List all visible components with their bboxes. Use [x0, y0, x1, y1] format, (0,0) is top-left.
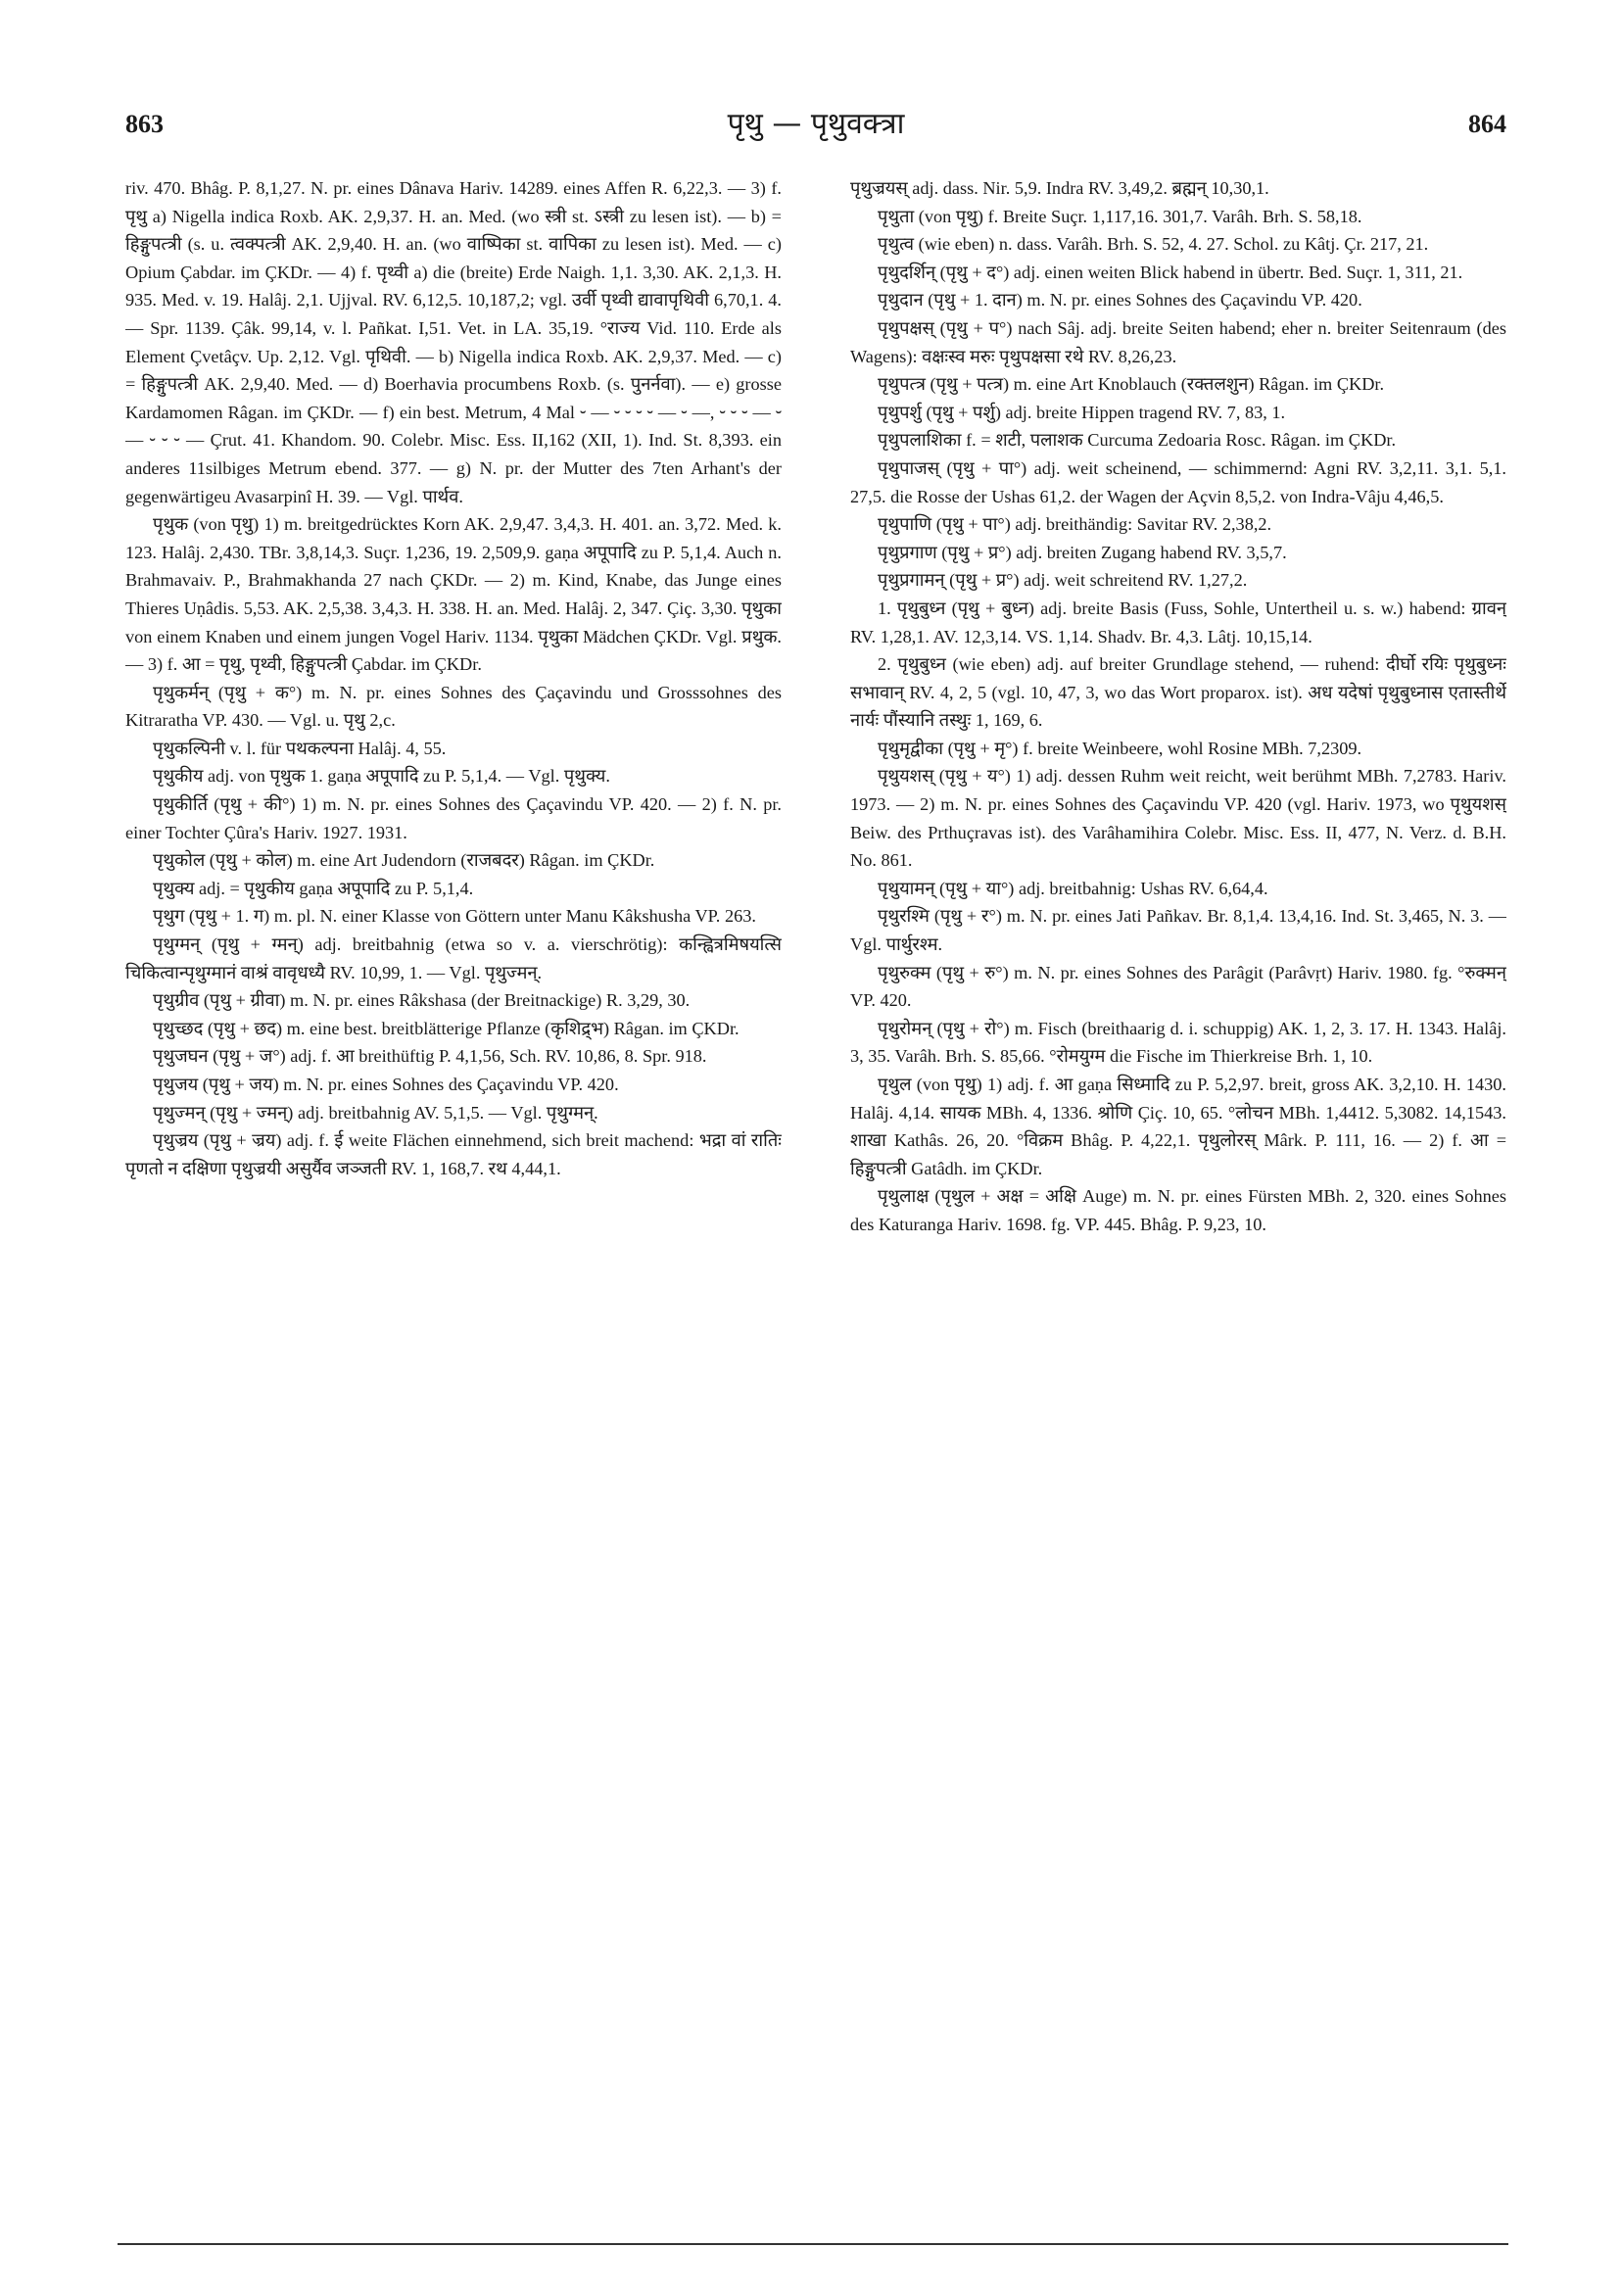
- dictionary-entry: पृथुग (पृथु + 1. ग) m. pl. N. einer Klasse von Göttern unter Manu Kâkshusha VP. 263.: [153, 906, 756, 927]
- dictionary-entry: पृथुरोमन् (पृथु + रो°) m. Fisch (breithaarig d. i. schuppig) AK. 1, 2, 3. 17. H. 1343. Halâj. 3, 35. Varâh. Brh. S. 85,66. °रोमयुग्म die Fische im Thierkreise Brh. 1, 10.: [850, 1018, 1506, 1067]
- dictionary-entry: पृथुल (von पृथु) 1) adj. f. आ gaṇa सिध्मादि zu P. 5,2,97. breit, gross AK. 3,2,10. H. 1430. Halâj. 4,14. सायक MBh. 4, 1336. श्रोणि Çiç. 10, 65. °लोचन MBh. 1,4412. 5,3082. 14,1543. शाखा Kathâs. 26, 20. °विक्रम Bhâg. P. 4,22,1. पृथुलोरस् Mârk. P. 111, 16. — 2) f. आ = हिङ्गुपत्त्री Gatâdh. im ÇKDr.: [850, 1075, 1506, 1178]
- page-number-left: 863: [125, 110, 164, 138]
- dictionary-entry: पृथुक्य adj. = पृथुकीय gaṇa अपूपादि zu P. 5,1,4.: [153, 878, 474, 898]
- dictionary-entry: पृथुपत्त्र (पृथु + पत्त्र) m. eine Art Knoblauch (रक्तलशुन) Râgan. im ÇKDr.: [878, 374, 1385, 395]
- dictionary-entry: पृथुच्छद (पृथु + छद) m. eine best. breitblätterige Pflanze (कृशिद्र्भ) Râgan. im ÇKDr.: [153, 1018, 739, 1038]
- dictionary-entry: पृथुयशस् (पृथु + य°) 1) adj. dessen Ruhm weit reicht, weit berühmt MBh. 7,2783. Hariv. 1973. — 2) m. N. pr. eines Sohnes des Çaçavindu VP. 420 (vgl. Hariv. 1973, wo पृथुयशस् Beiw. des Prthuçravas ist). des Varâhamihira Colebr. Misc. Ess. II, 477, N. Verz. d. B.H. No. 861.: [850, 766, 1506, 871]
- dictionary-entry: पृथुग्रीव (पृथु + ग्रीवा) m. N. pr. eines Râkshasa (der Breitnackige) R. 3,29, 30.: [153, 990, 691, 1011]
- dictionary-entry: पृथुक (von पृथु) 1) m. breitgedrücktes Korn AK. 2,9,47. 3,4,3. H. 401. an. 3,72. Med. k. 123. Halâj. 2,430. TBr. 3,8,14,3. Suçr. 1,236, 19. 2,509,9. gaṇa अपूपादि zu P. 5,1,4. Auch n. Brahmavaiv. P., Brahmakhanda 27 nach ÇKDr. — 2) m. Kind, Knabe, das Junge eines Thieres Uṇâdis. 5,53. AK. 2,5,38. 3,4,3. H. 338. H. an. Med. Halâj. 2, 347. Çiç. 3,30. पृथुका von einem Knaben und einem jungen Vogel Hariv. 1134. पृथुका Mädchen ÇKDr. Vgl. प्रथुक. — 3) f. आ = पृथु, पृथ्वी, हिङ्गुपत्त्री Çabdar. im ÇKDr.: [125, 514, 782, 675]
- dictionary-entry: पृथुप्रगाण (पृथु + प्र°) adj. breiten Zugang habend RV. 3,5,7.: [878, 542, 1287, 562]
- dictionary-entry: पृथुकीय adj. von पृथुक 1. gaṇa अपूपादि zu P. 5,1,4. — Vgl. पृथुक्य.: [153, 766, 610, 787]
- dictionary-entry: पृथुलाक्ष (पृथुल + अक्ष = अक्षि Auge) m. N. pr. eines Fürsten MBh. 2, 320. eines Sohnes des Katuranga Hariv. 1698. fg. VP. 445. Bhâg. P. 9,23, 10.: [850, 1186, 1506, 1234]
- dictionary-entry: पृथुज्रयस् adj. dass. Nir. 5,9. Indra RV. 3,49,2. ब्रह्मन् 10,30,1.: [850, 178, 1269, 198]
- dictionary-entry: पृथुपाजस् (पृथु + पा°) adj. weit scheinend, — schimmernd: Agni RV. 3,2,11. 3,1. 5,1. 27,5. die Rosse der Ushas 61,2. der Wagen der Açvin 8,5,2. von Indra-Vâju 4,46,5.: [850, 457, 1506, 506]
- dictionary-entry: riv. 470. Bhâg. P. 8,1,27. N. pr. eines Dânava Hariv. 14289. eines Affen R. 6,22,3. — 3) f. पृथु a) Nigella indica Roxb. AK. 2,9,37. H. an. Med. (wo स्त्री st. ऽस्त्री zu lesen ist). — b) = हिङ्गुपत्त्री (s. u. त्वक्पत्त्री AK. 2,9,40. H. an. (wo वाष्पिका st. वापिका zu lesen ist). Med. — c) Opium Çabdar. im ÇKDr. — 4) f. पृथ्वी a) die (breite) Erde Naigh. 1,1. 3,30. AK. 2,1,3. H. 935. Med. v. 19. Halâj. 2,1. Ujjval. RV. 6,12,5. 10,187,2; vgl. उर्वी पृथ्वी द्यावापृथिवी 6,70,1. 4. — Spr. 1139. Çâk. 99,14, v. l. Pañkat. I,51. Vet. in LA. 35,19. °राज्य Vid. 110. Erde als Element Çvetâçv. Up. 2,12. Vgl. पृथिवी. — b) Nigella indica Roxb. AK. 2,9,37. Med. — c) = हिङ्गुपत्त्री AK. 2,9,40. Med. — d) Boerhavia procumbens Roxb. (s. पुनर्नवा). — e) grosse Kardamomen Râgan. im ÇKDr. — f) ein best. Metrum, 4 Mal ⏑ — ⏑ ⏑ ⏑ ⏑ — ⏑ —, ⏑ ⏑ ⏑ — ⏑ — ⏑ ⏑ ⏑ — Çrut. 41. Khandom. 90. Colebr. Misc. Ess. II,162 (XII, 1). Ind. St. 8,393. ein anderes 11silbiges Metrum ebend. 377. — g) N. pr. der Mutter des 7ten Arhant's der gegenwärtigeu Avasarpinî H. 39. — Vgl. पार्थव.: [125, 178, 782, 506]
- dictionary-entry: पृथुकर्मन् (पृथु + क°) m. N. pr. eines Sohnes des Çaçavindu und Grosssohnes des Kitraratha VP. 430. — Vgl. u. पृथु 2,c.: [125, 682, 782, 731]
- dictionary-entry: पृथुजय (पृथु + जय) m. N. pr. eines Sohnes des Çaçavindu VP. 420.: [153, 1075, 619, 1094]
- left-column: [125, 174, 782, 2094]
- footer-rule: [118, 2243, 1508, 2245]
- dictionary-entry: 2. पृथुबुध्न (wie eben) adj. auf breiter Grundlage stehend, — ruhend: दीर्घो रयिः पृथुबुध्नः सभावान् RV. 4, 2, 5 (vgl. 10, 47, 3, wo das Wort proparox. ist). अध यदेषां पृथुबुध्नास एतास्तीर्थे नार्यः पौंस्यानि तस्थुः 1, 169, 6.: [850, 654, 1506, 731]
- dictionary-entry: पृथुता (von पृथु) f. Breite Suçr. 1,117,16. 301,7. Varâh. Brh. S. 58,18.: [878, 206, 1362, 226]
- dictionary-entry: पृथुदर्शिन् (पृथु + द°) adj. einen weiten Blick habend in übertr. Bed. Suçr. 1, 311, 21.: [878, 262, 1463, 282]
- page-number-right: 864: [1468, 110, 1506, 138]
- dictionary-entry: पृथुकोल (पृथु + कोल) m. eine Art Judendorn (राजबदर) Râgan. im ÇKDr.: [153, 850, 655, 871]
- dictionary-entry: पृथुग्मन् (पृथु + ग्मन्) adj. breitbahnig (etwa so v. a. vierschrötig): कन्ह्वित्रमिषयत्सि चिकित्वान्पृथुग्मानं वाश्रं वावृधध्यै RV. 10,99, 1. — Vgl. पृथुज्मन्.: [125, 934, 782, 982]
- dictionary-entry: पृथुपाणि (पृथु + पा°) adj. breithändig: Savitar RV. 2,38,2.: [878, 514, 1272, 535]
- dictionary-entry: पृथुपलाशिका f. = शटी, पलाशक Curcuma Zedoaria Rosc. Râgan. im ÇKDr.: [878, 430, 1397, 451]
- dictionary-entry: पृथुमृद्वीका (पृथु + मृ°) f. breite Weinbeere, wohl Rosine MBh. 7,2309.: [878, 738, 1362, 758]
- dictionary-entry: पृथुज्मन् (पृथु + ज्मन्) adj. breitbahnig AV. 5,1,5. — Vgl. पृथुग्मन्.: [153, 1102, 598, 1123]
- dictionary-entry: पृथुजघन (पृथु + ज°) adj. f. आ breithüftig P. 4,1,56, Sch. RV. 10,86, 8. Spr. 918.: [153, 1046, 707, 1067]
- right-column: [850, 174, 1506, 2094]
- dictionary-entry: पृथुपर्शु (पृथु + पर्शु) adj. breite Hippen tragend RV. 7, 83, 1.: [878, 402, 1286, 422]
- dictionary-entry: पृथुत्व (wie eben) n. dass. Varâh. Brh. S. 52, 4. 27. Schol. zu Kâtj. Çr. 217, 21.: [878, 234, 1429, 255]
- dictionary-entry: 1. पृथुबुध्न (पृथु + बुध्न) adj. breite Basis (Fuss, Sohle, Untertheil u. s. w.) habend: ग्रावन् RV. 1,28,1. AV. 12,3,14. VS. 1,14. Shadv. Br. 4,3. Lâtj. 10,15,14.: [850, 598, 1506, 646]
- dictionary-entry: पृथुरुक्म (पृथु + रु°) m. N. pr. eines Sohnes des Parâgit (Parâvṛt) Hariv. 1980. fg. °रुक्मन् VP. 420.: [850, 962, 1506, 1011]
- page-header: [125, 102, 1506, 145]
- dictionary-entry: पृथुकीर्ति (पृथु + की°) 1) m. N. pr. eines Sohnes des Çaçavindu VP. 420. — 2) f. N. pr. einer Tochter Çûra's Hariv. 1927. 1931.: [125, 794, 782, 842]
- dictionary-entry: पृथुयामन् (पृथु + या°) adj. breitbahnig: Ushas RV. 6,64,4.: [878, 878, 1268, 898]
- dictionary-entry: पृथुरश्मि (पृथु + र°) m. N. pr. eines Jati Pañkav. Br. 8,1,4. 13,4,16. Ind. St. 3,465, N. 3. — Vgl. पार्थुरश्म.: [850, 906, 1506, 955]
- dictionary-entry: पृथुपक्षस् (पृथु + प°) nach Sâj. adj. breite Seiten habend; eher n. breiter Seitenraum (des Wagens): वक्षःस्व मरुः पृथुपक्षसा रथे RV. 8,26,23.: [850, 317, 1506, 366]
- dictionary-entry: पृथुज्रय (पृथु + ज्रय) adj. f. ई weite Flächen einnehmend, sich breit machend: भद्रा वां रातिः पृणतो न दक्षिणा पृथुज्रयी असुर्यैव जञ्जती RV. 1, 168,7. रथ 4,44,1.: [125, 1130, 782, 1178]
- dictionary-entry: पृथुदान (पृथु + 1. दान) m. N. pr. eines Sohnes des Çaçavindu VP. 420.: [878, 290, 1362, 311]
- dictionary-entry: पृथुप्रगामन् (पृथु + प्र°) adj. weit schreitend RV. 1,27,2.: [878, 570, 1248, 591]
- running-head: पृथु — पृथुवक्त्रा: [727, 107, 905, 141]
- dictionary-entry: पृथुकल्पिनी v. l. für पथकल्पना Halâj. 4, 55.: [153, 738, 447, 758]
